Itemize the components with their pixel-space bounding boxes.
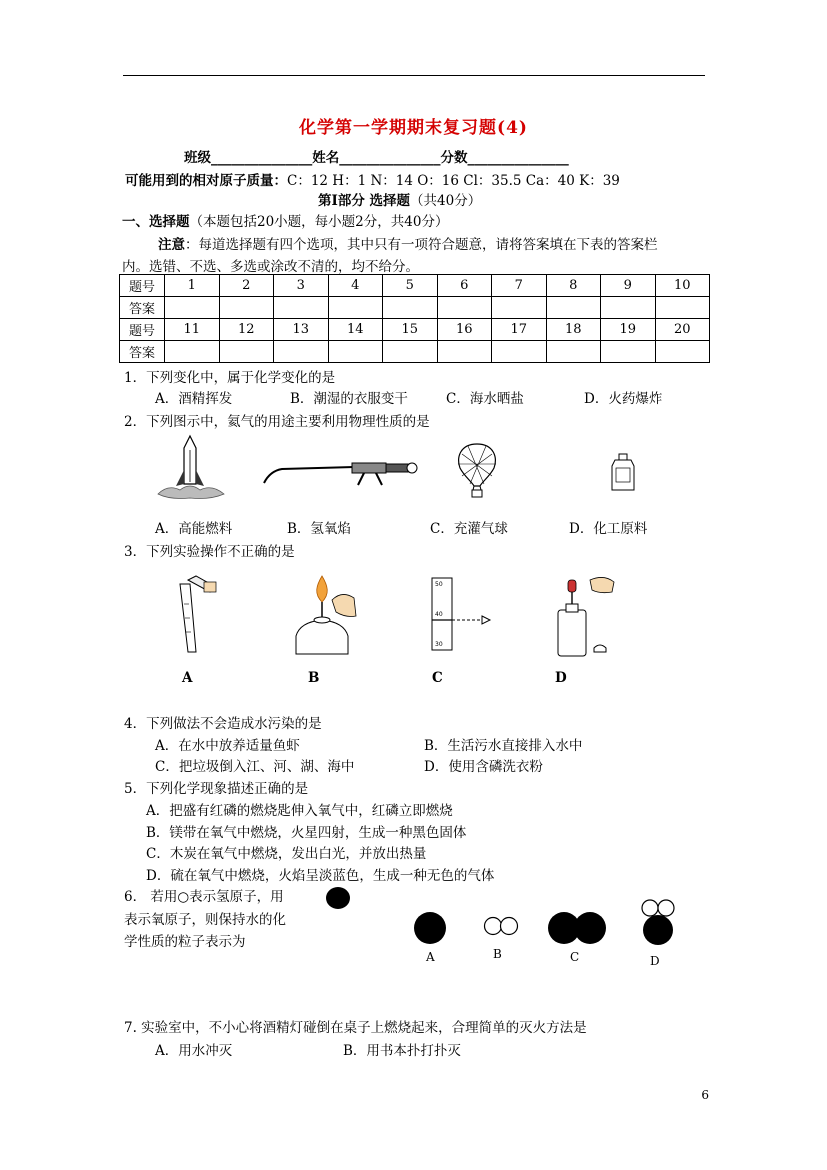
section1-heading	[122, 210, 448, 230]
graduated-cylinder-reading-icon	[422, 576, 494, 652]
hot-air-balloon-icon	[454, 442, 500, 500]
answer-cell[interactable]	[165, 297, 220, 319]
answer-cell[interactable]	[601, 297, 656, 319]
question-number-cell: 13	[274, 319, 329, 341]
answer-cell[interactable]	[219, 297, 274, 319]
answer-cell[interactable]	[546, 341, 601, 363]
note-label: 注意	[158, 237, 185, 253]
section1-label: 一、选择题	[122, 214, 190, 230]
question-number-cell: 19	[601, 319, 656, 341]
q1-option-a[interactable]: A．酒精挥发	[155, 391, 233, 407]
question-number-cell: 2	[219, 275, 274, 297]
question-number-cell: 1	[165, 275, 220, 297]
question-number-cell: 5	[383, 275, 438, 297]
rocket-launch-icon	[150, 432, 232, 504]
question-number-cell: 20	[655, 319, 710, 341]
part-heading: 第Ⅰ部分 选择题	[318, 193, 411, 209]
answer-cell[interactable]	[655, 341, 710, 363]
oxygen-molecule-icon[interactable]	[546, 910, 610, 946]
q1-option-c[interactable]: C．海水晒盐	[446, 391, 524, 407]
q5-option-a[interactable]: A．把盛有红磷的燃烧匙伸入氧气中，红磷立即燃烧	[146, 803, 453, 819]
atomic-mass-line	[125, 169, 620, 189]
answer-table-row-numbers-2	[120, 319, 710, 341]
q7-option-a[interactable]: A．用水冲灭	[155, 1043, 233, 1059]
answer-table-row-answers-2	[120, 341, 710, 363]
note-text-1: ：每道选择题有四个选项，其中只有一项符合题意，请将答案填在下表的答案栏	[185, 237, 658, 253]
q2-option-d[interactable]: D．化工原料	[569, 521, 648, 537]
question-number-cell: 3	[274, 275, 329, 297]
answer-cell[interactable]	[219, 341, 274, 363]
answer-cell[interactable]	[328, 341, 383, 363]
cylinder-tick-50: 50	[435, 581, 443, 588]
section1-desc: （本题包括20小题，每小题2分，共40分）	[189, 214, 449, 230]
q7-stem: 7. 实验室中，不小心将酒精灯碰倒在桌子上燃烧起来，合理简单的灭火方法是	[124, 1020, 587, 1036]
q3-option-c[interactable]: C	[432, 670, 443, 686]
question-number-cell: 9	[601, 275, 656, 297]
header-rule	[123, 75, 705, 76]
question-number-cell: 12	[219, 319, 274, 341]
q7-option-b[interactable]: B．用书本扑打扑灭	[343, 1043, 461, 1059]
q6-option-c[interactable]: C	[570, 950, 580, 964]
q5-stem: 5．下列化学现象描述正确的是	[124, 781, 309, 797]
reagent-bottle-icon	[608, 452, 638, 494]
question-number-cell: 8	[546, 275, 601, 297]
q6-option-a[interactable]: A	[426, 950, 435, 964]
question-number-cell: 10	[655, 275, 710, 297]
page-number: 6	[701, 1088, 709, 1102]
atomic-mass-values: C：12 H：1 N：14 O：16 Cl：35.5 Ca：40 K：39	[287, 173, 620, 189]
answer-cell[interactable]	[437, 341, 492, 363]
question-number-cell: 7	[492, 275, 547, 297]
page-title: 化学第一学期期末复习题(4)	[299, 118, 528, 138]
answer-table	[119, 274, 710, 363]
q1-stem: 1．下列变化中，属于化学变化的是	[124, 370, 336, 386]
pouring-into-cylinder-icon	[158, 574, 220, 658]
answer-table-row-numbers-1	[120, 275, 710, 297]
answer-table-row-answers-1	[120, 297, 710, 319]
answer-cell[interactable]	[383, 297, 438, 319]
q5-option-c[interactable]: C．木炭在氧气中燃烧，发出白光，并放出热量	[146, 846, 427, 862]
oxygen-atom-icon[interactable]	[412, 910, 448, 946]
question-number-cell: 16	[437, 319, 492, 341]
question-number-cell: 4	[328, 275, 383, 297]
answer-cell[interactable]	[274, 297, 329, 319]
answer-cell[interactable]	[492, 297, 547, 319]
q6-stem-line-3: 学性质的粒子表示为	[124, 934, 246, 950]
cylinder-tick-40: 40	[435, 611, 443, 618]
row-label-question: 题号	[120, 275, 165, 297]
q3-option-b[interactable]: B	[308, 670, 320, 686]
q2-stem: 2．下列图示中，氦气的用途主要利用物理性质的是	[124, 414, 430, 430]
q6-option-d[interactable]: D	[650, 954, 660, 968]
q1-option-b[interactable]: B．潮湿的衣服变干	[290, 391, 408, 407]
q2-option-c[interactable]: C．充灌气球	[430, 521, 508, 537]
answer-cell[interactable]	[546, 297, 601, 319]
question-number-cell: 6	[437, 275, 492, 297]
oxygen-atom-legend-icon	[325, 886, 351, 910]
oxy-hydrogen-torch-icon	[262, 455, 420, 491]
q6-stem-line-2: 表示氧原子，则保持水的化	[124, 912, 286, 928]
q4-option-d[interactable]: D．使用含磷洗衣粉	[424, 759, 543, 775]
answer-cell[interactable]	[655, 297, 710, 319]
part-score: （共40分）	[410, 193, 482, 209]
water-molecule-icon[interactable]	[638, 898, 680, 948]
q5-option-b[interactable]: B．镁带在氧气中燃烧，火星四射，生成一种黑色固体	[146, 825, 467, 841]
q5-option-d[interactable]: D．硫在氧气中燃烧，火焰呈淡蓝色，生成一种无色的气体	[146, 868, 495, 884]
answer-cell[interactable]	[274, 341, 329, 363]
question-number-cell: 18	[546, 319, 601, 341]
question-number-cell: 17	[492, 319, 547, 341]
cylinder-tick-30: 30	[435, 641, 443, 648]
q1-option-d[interactable]: D．火药爆炸	[584, 391, 663, 407]
q2-option-b[interactable]: B．氢氧焰	[287, 521, 351, 537]
q4-option-c[interactable]: C．把垃圾倒入江、河、湖、海中	[155, 759, 355, 775]
q4-option-b[interactable]: B．生活污水直接排入水中	[424, 738, 583, 754]
answer-cell[interactable]	[328, 297, 383, 319]
row-label-answer: 答案	[120, 341, 165, 363]
answer-cell[interactable]	[437, 297, 492, 319]
dropper-into-bottle-icon	[548, 572, 618, 660]
q6-option-b[interactable]: B	[493, 947, 502, 961]
q6-stem-line-1: 6． 若用○表示氢原子，用	[124, 889, 284, 905]
row-label-question: 题号	[120, 319, 165, 341]
question-number-cell: 11	[165, 319, 220, 341]
q2-option-a[interactable]: A．高能燃料	[155, 521, 233, 537]
answer-cell[interactable]	[165, 341, 220, 363]
q4-stem: 4．下列做法不会造成水污染的是	[124, 716, 322, 732]
question-number-cell: 15	[383, 319, 438, 341]
q3-stem: 3．下列实验操作不正确的是	[124, 544, 295, 560]
alcohol-lamp-lighting-icon	[286, 572, 358, 662]
atomic-mass-label: 可能用到的相对原子质量：	[125, 173, 287, 189]
part-heading-line	[318, 189, 481, 209]
answer-cell[interactable]	[601, 341, 656, 363]
row-label-answer: 答案	[120, 297, 165, 319]
note-line-1	[158, 233, 658, 253]
q3-option-a[interactable]: A	[182, 670, 193, 686]
q3-option-d[interactable]: D	[555, 670, 567, 686]
hydrogen-molecule-icon[interactable]	[482, 916, 522, 936]
student-info-line: 班级_______________姓名_______________分数_______________	[184, 150, 569, 166]
question-number-cell: 14	[328, 319, 383, 341]
q4-option-a[interactable]: A．在水中放养适量鱼虾	[155, 738, 300, 754]
answer-cell[interactable]	[492, 341, 547, 363]
note-line-2: 内。选错、不选、多选或涂改不清的，均不给分。	[122, 259, 419, 275]
answer-cell[interactable]	[383, 341, 438, 363]
